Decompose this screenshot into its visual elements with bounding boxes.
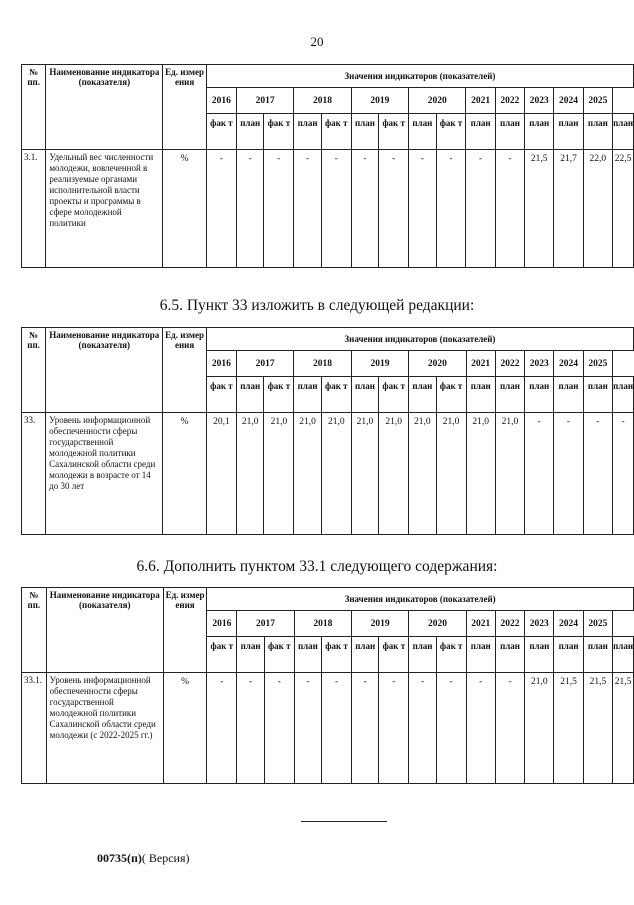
- plan-header: план: [554, 377, 583, 413]
- year-header: 2021: [466, 351, 495, 377]
- plan-header: план: [613, 377, 634, 413]
- document-version: ( Версия): [141, 851, 190, 865]
- indicator-value: -: [237, 673, 264, 784]
- indicator-value: 21,5: [613, 673, 634, 784]
- plan-header: план: [583, 114, 612, 150]
- year-header: 2024: [554, 88, 583, 114]
- indicator-value: -: [495, 673, 524, 784]
- header-row: [22, 588, 634, 611]
- indicator-value: -: [352, 673, 379, 784]
- fact-header: фак т: [436, 114, 466, 150]
- indicator-value: -: [294, 150, 321, 268]
- plan-header: план: [409, 114, 436, 150]
- indicator-value: -: [409, 673, 436, 784]
- year-header: 2021: [466, 611, 495, 637]
- plan-header: план: [409, 637, 436, 673]
- indicator-value: 21,5: [554, 673, 583, 784]
- fact-header: фак т: [436, 637, 466, 673]
- document-code-number: 00735(п): [97, 851, 142, 865]
- plan-header: план: [237, 637, 264, 673]
- year-header: 2025: [583, 351, 612, 377]
- plan-header: план: [495, 114, 524, 150]
- year-header: 2017: [237, 611, 294, 637]
- plan-header: план: [351, 114, 378, 150]
- year-header: 2023: [525, 351, 554, 377]
- plan-header: план: [583, 637, 612, 673]
- plan-header: план: [409, 377, 436, 413]
- fact-header: фак т: [206, 377, 236, 413]
- indicator-value: -: [409, 150, 436, 268]
- year-header: 2019: [351, 88, 408, 114]
- indicator-name: Удельный вес численности молодежи, вовлеченной в реализуемые органами исполнительной власти проекты и программы в сфере молодежной политики: [46, 150, 163, 268]
- indicator-value: 21,0: [294, 413, 321, 535]
- footer-divider: [301, 821, 387, 822]
- indicator-value: 22,5: [613, 150, 634, 268]
- section-heading-6-6: 6.6. Дополнить пунктом 33.1 следующего содержания:: [136, 558, 498, 575]
- indicator-value: 21,0: [236, 413, 263, 535]
- indicator-name: Уровень информационной обеспеченности сферы государственной молодежной политики Сахалинской области среди молодежи в возрасте от 14 до 30 лет: [46, 413, 163, 535]
- fact-header: фак т: [379, 114, 409, 150]
- plan-header: план: [294, 637, 321, 673]
- plan-header: план: [525, 377, 554, 413]
- fact-header: фак т: [379, 377, 409, 413]
- header-values-title: Значения индикаторов (показателей): [206, 65, 633, 88]
- indicator-value: 21,7: [554, 150, 583, 268]
- plan-header: план: [554, 114, 583, 150]
- indicator-table-2: [21, 327, 634, 535]
- plan-header: план: [351, 377, 378, 413]
- table-row: [22, 150, 634, 268]
- plan-header: план: [525, 637, 554, 673]
- indicator-value: -: [379, 150, 409, 268]
- header-unit: Ед. измер ения: [163, 328, 206, 413]
- indicator-value: -: [264, 150, 294, 268]
- indicator-value: 21,0: [525, 673, 554, 784]
- indicator-value: -: [583, 413, 612, 535]
- indicator-value: -: [495, 150, 524, 268]
- fact-header: фак т: [322, 637, 352, 673]
- year-header: 2016: [206, 88, 236, 114]
- header-unit: Ед. измер ения: [163, 65, 206, 150]
- year-header: 2017: [236, 351, 293, 377]
- year-header: 2023: [525, 611, 554, 637]
- year-header: 2020: [409, 611, 466, 637]
- plan-header: план: [236, 114, 263, 150]
- indicator-value: 21,0: [321, 413, 351, 535]
- page-number: 20: [310, 34, 324, 49]
- plan-header: план: [352, 637, 379, 673]
- indicator-value: -: [236, 150, 263, 268]
- indicator-value: 20,1: [206, 413, 236, 535]
- indicator-value: -: [321, 150, 351, 268]
- indicator-value: 21,0: [379, 413, 409, 535]
- plan-header: план: [495, 377, 524, 413]
- year-header: 2018: [294, 611, 351, 637]
- indicator-table-3: [21, 587, 634, 784]
- year-header: 2021: [466, 88, 495, 114]
- indicator-value: -: [206, 150, 236, 268]
- plan-header: план: [466, 637, 495, 673]
- header-indicator-name: Наименование индикатора (показателя): [46, 328, 163, 413]
- year-header: 2025: [583, 88, 612, 114]
- plan-header: план: [294, 377, 321, 413]
- year-header: 2022: [495, 88, 524, 114]
- indicator-value: 21,0: [264, 413, 294, 535]
- indicator-value: 21,0: [436, 413, 466, 535]
- fact-header: фак т: [264, 637, 294, 673]
- plan-header: план: [525, 114, 554, 150]
- fact-header: фак т: [264, 377, 294, 413]
- indicator-name: Уровень информационной обеспеченности сферы государственной молодежной политики Сахалинской области среди молодежи (с 2022-2025 гг.): [46, 673, 163, 784]
- year-header: 2020: [409, 351, 466, 377]
- indicator-value: -: [264, 673, 294, 784]
- plan-header: план: [583, 377, 612, 413]
- plan-header: план: [613, 114, 634, 150]
- fact-header: фак т: [379, 637, 409, 673]
- indicator-value: -: [436, 673, 466, 784]
- year-header: 2023: [525, 88, 554, 114]
- year-header: 2022: [495, 611, 524, 637]
- fact-header: фак т: [207, 637, 237, 673]
- header-unit: Ед. измер ения: [163, 588, 206, 673]
- fact-header: фак т: [436, 377, 466, 413]
- fact-header: фак т: [264, 114, 294, 150]
- document-code: [97, 851, 190, 866]
- indicator-value: 21,0: [495, 413, 524, 535]
- indicator-value: -: [379, 673, 409, 784]
- year-header: 2019: [352, 611, 409, 637]
- plan-header: план: [554, 637, 583, 673]
- indicator-value: -: [554, 413, 583, 535]
- indicator-unit: %: [163, 673, 206, 784]
- header-number: № пп.: [22, 328, 46, 413]
- indicator-unit: %: [163, 150, 206, 268]
- indicator-table-1: [21, 64, 634, 268]
- header-number: № пп.: [22, 65, 46, 150]
- year-header: 2017: [236, 88, 293, 114]
- header-row: [22, 65, 634, 88]
- fact-header: фак т: [206, 114, 236, 150]
- header-indicator-name: Наименование индикатора (показателя): [46, 65, 163, 150]
- year-header: 2016: [206, 351, 236, 377]
- indicator-value: -: [322, 673, 352, 784]
- indicator-unit: %: [163, 413, 206, 535]
- header-indicator-name: Наименование индикатора (показателя): [46, 588, 163, 673]
- indicator-value: 21,5: [525, 150, 554, 268]
- indicator-value: 21,5: [583, 673, 612, 784]
- indicator-value: 21,0: [409, 413, 436, 535]
- year-header: 2024: [554, 351, 583, 377]
- indicator-number: 3.1.: [22, 150, 46, 268]
- plan-header: план: [495, 637, 524, 673]
- year-header: 2019: [351, 351, 408, 377]
- year-header: 2025: [583, 611, 612, 637]
- year-header: 2020: [409, 88, 466, 114]
- table-row: [22, 673, 634, 784]
- year-header: 2022: [495, 351, 524, 377]
- plan-header: план: [236, 377, 263, 413]
- plan-header: план: [466, 114, 495, 150]
- year-header: 2018: [294, 351, 351, 377]
- indicator-value: -: [207, 673, 237, 784]
- header-values-title: Значения индикаторов (показателей): [206, 328, 633, 351]
- indicator-number: 33.: [22, 413, 46, 535]
- header-row: [22, 328, 634, 351]
- plan-header: план: [466, 377, 495, 413]
- indicator-value: -: [613, 413, 634, 535]
- plan-header: план: [613, 637, 634, 673]
- indicator-value: -: [436, 150, 466, 268]
- fact-header: фак т: [321, 114, 351, 150]
- year-header: 2016: [207, 611, 237, 637]
- year-header: 2018: [294, 88, 351, 114]
- fact-header: фак т: [321, 377, 351, 413]
- indicator-value: 21,0: [351, 413, 378, 535]
- year-header: 2024: [554, 611, 583, 637]
- indicator-value: -: [294, 673, 321, 784]
- section-heading-6-5: 6.5. Пункт 33 изложить в следующей редакции:: [159, 297, 475, 314]
- table-row: [22, 413, 634, 535]
- indicator-number: 33.1.: [22, 673, 47, 784]
- plan-header: план: [294, 114, 321, 150]
- header-number: № пп.: [22, 588, 47, 673]
- indicator-value: -: [466, 150, 495, 268]
- indicator-value: 21,0: [466, 413, 495, 535]
- indicator-value: 22,0: [583, 150, 612, 268]
- indicator-value: -: [466, 673, 495, 784]
- indicator-value: -: [525, 413, 554, 535]
- header-values-title: Значения индикаторов (показателей): [207, 588, 634, 611]
- indicator-value: -: [351, 150, 378, 268]
